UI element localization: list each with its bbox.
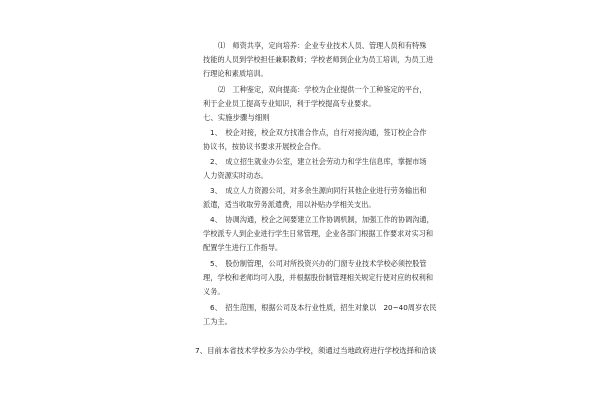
paragraph-line: 利于企业员工提高专业知识，利于学校提高专业要求。: [203, 99, 376, 108]
paragraph-line: ⑵ 工种鉴定，双向提高：学校为企业提供一个工种鉴定的平台，: [218, 85, 427, 94]
list-item-line: 协议书，按协议书要求开展校企合作。: [203, 142, 326, 151]
section-heading: 七、实施步骤与细则: [203, 113, 270, 122]
list-item-line: 理，学校和老师均可入股，并根据股份制管理相关规定行使对应的权利和: [203, 273, 434, 282]
list-item-line: 5、 股份制管理，公司对所投资兴办的门窗专业技术学校必须控股管: [210, 259, 427, 268]
list-item-line: 义务。: [203, 287, 225, 296]
paragraph-line: 7、目前本省技术学校多为公办学校，须通过当地政府进行学校选择和洽谈: [195, 346, 437, 355]
paragraph-line: 技能的人员到学校担任兼职教师；学校老师到企业为员工培训，为员工进: [203, 55, 434, 64]
list-item-line: 3、 成立人力资源公司，对多余生源向同行其他企业进行劳务输出和: [210, 186, 427, 195]
list-item-line: 工为主。: [203, 317, 232, 326]
list-item-line: 2、 成立招生就业办公室，建立社会劳动力和学生信息库，掌握市场: [210, 157, 427, 166]
list-item-line: 4、 协调沟通，校企之间要建立工作协调机制，加强工作的协调沟通，: [210, 215, 434, 224]
list-item-line: 1、 校企对接，校企双方找准合作点，自行对接沟通，签订校企合作: [210, 128, 427, 137]
paragraph-line: ⑴ 师资共享，定向培养：企业专业技术人员、管理人员和有特殊: [218, 41, 427, 50]
list-item-line: 学校派专人到企业进行学生日常管理，企业各部门根据工作要求对实习和: [203, 229, 434, 238]
list-item-line: 派遣，适当收取劳务派遣费，用以补贴办学相关支出。: [203, 200, 376, 209]
list-item-line: 6、 招生范围，根据公司及本行业性质，招生对象以 20~40周岁农民: [210, 303, 437, 312]
list-item-line: 人力资源实时动态。: [203, 171, 268, 180]
paragraph-line: 行理论和素质培训。: [203, 69, 268, 78]
list-item-line: 配置学生进行工作指导。: [203, 243, 283, 252]
